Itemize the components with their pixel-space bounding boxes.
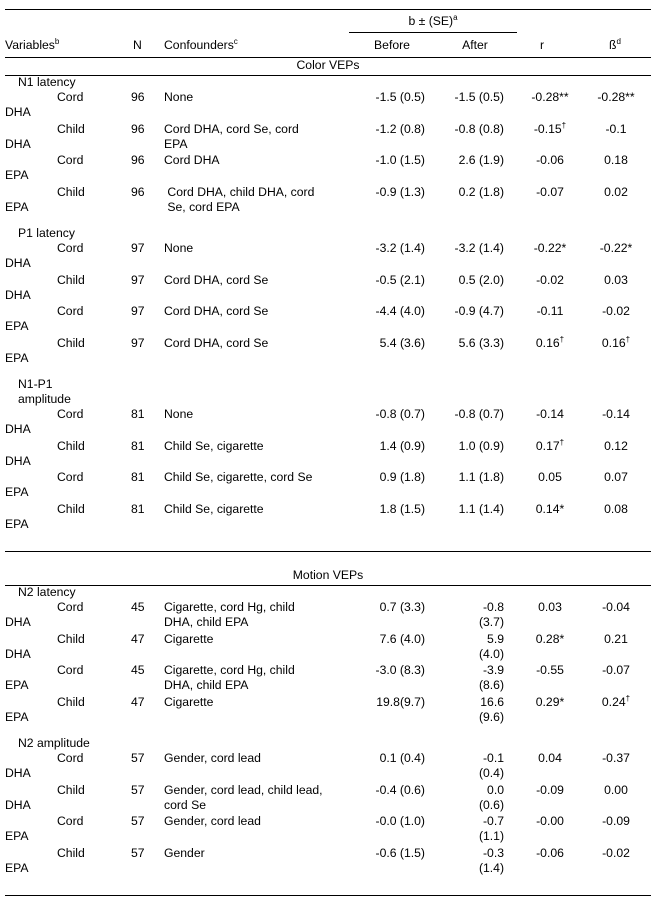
beta-value-text: 0.08: [604, 501, 628, 516]
confounders-text: Child Se, cigarette, cord Se: [164, 470, 313, 484]
before-value: -0.4 (0.6): [375, 782, 425, 797]
after-value: (1.1): [478, 829, 504, 843]
after-value: 1.1 (1.4): [458, 501, 504, 516]
r-value-text: 0.16: [535, 335, 560, 350]
confounders-text: Cord DHA, cord Se: [164, 272, 269, 287]
r-value: [520, 304, 580, 319]
variable-name: Cord: [57, 90, 84, 104]
col-header-variables: [5, 38, 59, 53]
after-value: -3.9: [482, 663, 504, 677]
variable-name: Cord: [57, 751, 84, 765]
beta-value: [586, 470, 646, 485]
n-value: 97: [131, 335, 145, 350]
confounders-text: Cigarette: [164, 631, 214, 646]
r-value: [520, 632, 580, 647]
group-label: P1 latency: [18, 226, 75, 240]
after-value: -0.8 (0.8): [454, 121, 504, 136]
col-header-r: r: [539, 38, 545, 52]
col-header-beta: [590, 38, 640, 53]
before-value: 0.7 (3.3): [379, 600, 425, 614]
r-value: [520, 122, 580, 137]
beta-value: [586, 153, 646, 168]
variable-name: Child: [57, 272, 85, 287]
n-value: 57: [131, 782, 145, 797]
confounders-text: Child Se, cigarette: [164, 501, 264, 516]
n-value: 96: [131, 153, 145, 167]
variable-name-cont: DHA: [5, 766, 31, 780]
after-value: -1.5 (0.5): [454, 90, 504, 104]
r-significance-mark: †: [561, 120, 567, 130]
col-header-after: After: [462, 38, 488, 52]
n-value: 81: [131, 438, 145, 453]
before-value: -1.2 (0.8): [375, 121, 425, 136]
variable-name: Cord: [57, 241, 84, 255]
r-value-text: -0.14: [536, 407, 564, 421]
variable-name: Cord: [57, 304, 84, 318]
before-value: 1.8 (1.5): [379, 501, 425, 516]
confounders-text: Gender: [164, 845, 205, 860]
after-value: (9.6): [478, 709, 504, 724]
group-label: N2 amplitude: [18, 736, 90, 750]
before-value: -3.0 (8.3): [375, 663, 425, 677]
after-value: -0.8: [482, 600, 504, 614]
n-value: 57: [131, 814, 145, 828]
n-value: 96: [131, 184, 145, 199]
variable-name-cont: EPA: [5, 199, 29, 214]
col-header-b-se-text: b ± (SE): [408, 14, 454, 28]
r-value: [520, 751, 580, 766]
r-value: [520, 153, 580, 168]
beta-value: [586, 241, 646, 256]
n-value: 47: [131, 631, 145, 646]
col-header-confounders: [164, 38, 238, 53]
col-header-beta-text: ß: [609, 38, 617, 52]
before-value: 7.6 (4.0): [379, 631, 425, 646]
beta-value-text: 0.21: [604, 631, 628, 646]
after-value: -3.2 (1.4): [454, 241, 504, 255]
confounders-text: Cord DHA: [164, 153, 220, 167]
r-value-text: 0.29*: [535, 694, 565, 709]
after-value: (8.6): [478, 678, 504, 692]
beta-value-text: -0.37: [602, 751, 630, 765]
beta-significance-mark: †: [625, 693, 631, 703]
beta-value-text: -0.22*: [599, 241, 633, 255]
after-value: -0.7: [482, 814, 504, 828]
r-value-text: 0.28*: [535, 631, 565, 646]
after-value: -0.1: [482, 751, 504, 765]
after-value: -0.9 (4.7): [454, 304, 504, 318]
beta-value-text: -0.02: [602, 845, 630, 860]
variable-name: Child: [57, 184, 85, 199]
variable-name: Child: [57, 438, 85, 453]
group-label: N2 latency: [18, 585, 76, 599]
variable-name: Child: [57, 121, 85, 136]
col-header-variables-text: Variables: [5, 38, 55, 52]
col-header-beta-sup: d: [616, 37, 621, 46]
variable-name-cont: EPA: [5, 829, 29, 843]
beta-value-text: 0.03: [604, 272, 628, 287]
r-value-text: -0.07: [536, 184, 564, 199]
beta-value: [586, 304, 646, 319]
variable-name: Child: [57, 845, 85, 860]
r-value: [520, 846, 580, 861]
variable-name: Child: [57, 694, 85, 709]
beta-value-text: 0.07: [604, 470, 628, 484]
n-value: 81: [131, 470, 145, 484]
variable-name-cont: DHA: [5, 136, 31, 151]
beta-value-text: -0.28**: [597, 90, 635, 104]
r-value-text: 0.03: [538, 600, 562, 614]
confounders-text: None: [164, 407, 194, 421]
beta-value: [586, 846, 646, 861]
beta-significance-mark: †: [625, 334, 631, 344]
r-value: [520, 695, 580, 710]
after-value: (4.0): [478, 646, 504, 661]
col-header-confounders-text: Confounders: [164, 38, 234, 52]
before-value: 0.1 (0.4): [379, 751, 425, 765]
n-value: 57: [131, 751, 145, 765]
confounders-text: DHA, child EPA: [164, 678, 249, 692]
col-header-variables-sup: b: [54, 37, 60, 46]
beta-value: [586, 407, 646, 422]
variable-name-cont: EPA: [5, 319, 29, 333]
beta-value: [586, 751, 646, 766]
group-label: N1 latency: [18, 75, 76, 89]
variable-name-cont: DHA: [5, 615, 31, 629]
beta-value: [586, 814, 646, 829]
r-value: [520, 502, 580, 517]
variable-name-cont: DHA: [5, 422, 31, 436]
variable-name-cont: EPA: [5, 860, 29, 875]
section-title-rule: [5, 75, 651, 76]
variable-name-cont: DHA: [5, 256, 31, 270]
beta-value: [586, 632, 646, 647]
beta-value: [586, 663, 646, 678]
variable-name: Child: [57, 501, 85, 516]
confounders-text: Se, cord EPA: [164, 199, 240, 214]
confounders-text: Cigarette: [164, 694, 214, 709]
beta-value-text: -0.04: [602, 600, 630, 614]
after-value: (0.4): [478, 766, 504, 780]
beta-value: [586, 695, 646, 710]
variable-name: Cord: [57, 663, 84, 677]
after-value: (1.4): [478, 860, 504, 875]
col-header-confounders-sup: c: [233, 37, 238, 46]
beta-value: [586, 185, 646, 200]
confounders-text: None: [164, 241, 194, 255]
r-value-text: -0.22*: [533, 241, 567, 255]
r-value-text: -0.15: [533, 121, 562, 136]
col-header-n: N: [133, 38, 142, 52]
confounders-text: Cord DHA, cord Se, cord: [164, 121, 299, 136]
n-value: 97: [131, 304, 145, 318]
col-header-before: Before: [374, 38, 410, 52]
beta-value-text: -0.14: [602, 407, 630, 421]
r-value-text: -0.28**: [531, 90, 569, 104]
beta-value: [586, 439, 646, 454]
n-value: 45: [131, 600, 145, 614]
after-value: 0.0: [487, 782, 504, 797]
confounders-text: Gender, cord lead: [164, 751, 261, 765]
r-value: [520, 470, 580, 485]
variable-name: Cord: [57, 600, 84, 614]
before-value: -0.5 (2.1): [375, 272, 425, 287]
after-value: 2.6 (1.9): [458, 153, 504, 167]
r-value: [520, 241, 580, 256]
before-value: 0.9 (1.8): [379, 470, 425, 484]
beta-value: [586, 600, 646, 615]
beta-value: [586, 502, 646, 517]
r-value: [520, 439, 580, 454]
confounders-text: Cord DHA, cord Se: [164, 335, 269, 350]
r-value-text: 0.05: [538, 470, 562, 484]
confounders-text: Gender, cord lead, child lead,: [164, 782, 323, 797]
col-header-b-se-sup: a: [453, 13, 458, 22]
r-value-text: -0.55: [536, 663, 564, 677]
variable-name-cont: EPA: [5, 485, 29, 499]
section-bottom-rule: [5, 551, 651, 552]
variable-name-cont: DHA: [5, 287, 31, 302]
beta-value-text: -0.09: [602, 814, 630, 828]
n-value: 57: [131, 845, 145, 860]
r-value: [520, 783, 580, 798]
after-value: 0.5 (2.0): [458, 272, 504, 287]
n-value: 81: [131, 407, 145, 421]
section-bottom-rule: [5, 895, 651, 896]
section-title: Color VEPs: [296, 58, 360, 72]
after-value: 1.0 (0.9): [458, 438, 504, 453]
r-value-text: -0.06: [536, 845, 564, 860]
variable-name: Cord: [57, 407, 84, 421]
variable-name: Child: [57, 335, 85, 350]
r-value-text: -0.11: [536, 304, 564, 318]
table-top-rule: [5, 9, 651, 10]
beta-value: [586, 783, 646, 798]
after-value: 5.6 (3.3): [458, 335, 504, 350]
col-header-b-se: [349, 14, 517, 29]
beta-value-text: 0.00: [604, 782, 628, 797]
r-value: [520, 273, 580, 288]
after-value: 1.1 (1.8): [458, 470, 504, 484]
section-title: Motion VEPs: [292, 568, 364, 582]
before-value: -1.0 (1.5): [375, 153, 425, 167]
r-value: [520, 336, 580, 351]
variable-name-cont: EPA: [5, 168, 29, 182]
before-value: -0.9 (1.3): [375, 184, 425, 199]
beta-value: [586, 90, 646, 105]
variable-name-cont: DHA: [5, 646, 31, 661]
variable-name-cont: EPA: [5, 350, 29, 365]
beta-value-text: 0.16: [601, 335, 626, 350]
variable-name-cont: DHA: [5, 797, 31, 812]
r-value-text: 0.14*: [535, 501, 565, 516]
beta-value: [586, 336, 646, 351]
before-value: -4.4 (4.0): [375, 304, 425, 318]
r-significance-mark: †: [559, 437, 565, 447]
variable-name: Cord: [57, 470, 84, 484]
beta-value-text: -0.1: [605, 121, 627, 136]
after-value: 5.9: [487, 631, 504, 646]
n-value: 97: [131, 272, 145, 287]
before-value: -0.6 (1.5): [375, 845, 425, 860]
r-value-text: -0.00: [536, 814, 564, 828]
after-value: -0.8 (0.7): [454, 407, 504, 421]
confounders-text: EPA: [164, 136, 188, 151]
n-value: 96: [131, 121, 145, 136]
after-value: (0.6): [478, 797, 504, 812]
n-value: 96: [131, 90, 145, 104]
n-value: 81: [131, 501, 145, 516]
variable-name-cont: EPA: [5, 516, 29, 531]
beta-value-text: -0.07: [602, 663, 630, 677]
r-value-text: -0.06: [536, 153, 564, 167]
beta-value-text: 0.24: [601, 694, 626, 709]
confounders-text: None: [164, 90, 194, 104]
beta-value-text: 0.12: [604, 438, 628, 453]
group-label: N1-P1: [18, 377, 53, 391]
variable-name-cont: EPA: [5, 709, 29, 724]
r-value: [520, 185, 580, 200]
beta-value: [586, 122, 646, 137]
variable-name: Child: [57, 782, 85, 797]
before-value: 19.8(9.7): [376, 694, 425, 709]
before-value: -1.5 (0.5): [375, 90, 425, 104]
r-value-text: -0.02: [536, 272, 564, 287]
confounders-text: DHA, child EPA: [164, 615, 249, 629]
before-value: -3.2 (1.4): [375, 241, 425, 255]
group-label: amplitude: [18, 392, 71, 406]
confounders-text: Child Se, cigarette: [164, 438, 264, 453]
confounders-text: Cigarette, cord Hg, child: [164, 663, 295, 677]
before-value: 1.4 (0.9): [379, 438, 425, 453]
r-value-text: -0.09: [536, 782, 564, 797]
confounders-text: Cord DHA, cord Se: [164, 304, 269, 318]
confounders-text: cord Se: [164, 797, 207, 812]
beta-value: [586, 273, 646, 288]
n-value: 97: [131, 241, 145, 255]
after-value: 16.6: [480, 694, 504, 709]
before-value: 5.4 (3.6): [379, 335, 425, 350]
r-value: [520, 814, 580, 829]
r-value: [520, 90, 580, 105]
b-se-rule: [349, 32, 517, 33]
beta-value-text: 0.18: [604, 153, 628, 167]
beta-value-text: 0.02: [604, 184, 628, 199]
n-value: 45: [131, 663, 145, 677]
r-value-text: 0.04: [538, 751, 562, 765]
variable-name: Cord: [57, 153, 84, 167]
after-value: 0.2 (1.8): [458, 184, 504, 199]
after-value: (3.7): [478, 615, 504, 629]
variable-name-cont: DHA: [5, 453, 31, 468]
r-value: [520, 600, 580, 615]
before-value: -0.0 (1.0): [375, 814, 425, 828]
n-value: 47: [131, 694, 145, 709]
r-significance-mark: †: [559, 334, 565, 344]
variable-name: Child: [57, 631, 85, 646]
confounders-text: Cord DHA, child DHA, cord: [164, 184, 315, 199]
variable-name: Cord: [57, 814, 84, 828]
before-value: -0.8 (0.7): [375, 407, 425, 421]
after-value: -0.3: [482, 845, 504, 860]
r-value-text: 0.17: [535, 438, 560, 453]
section-title-rule: [5, 585, 651, 586]
confounders-text: Cigarette, cord Hg, child: [164, 600, 295, 614]
variable-name-cont: DHA: [5, 105, 31, 119]
r-value: [520, 407, 580, 422]
r-value: [520, 663, 580, 678]
variable-name-cont: EPA: [5, 678, 29, 692]
beta-value-text: -0.02: [602, 304, 630, 318]
confounders-text: Gender, cord lead: [164, 814, 261, 828]
